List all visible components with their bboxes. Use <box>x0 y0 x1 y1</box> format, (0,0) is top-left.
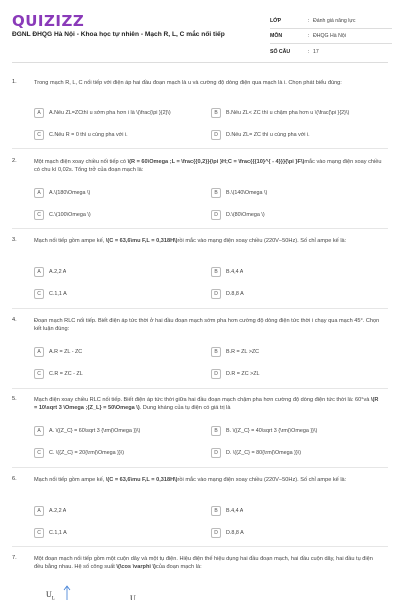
option-a[interactable] <box>34 504 204 518</box>
option-a[interactable] <box>34 265 204 279</box>
question-number: 5. <box>12 396 17 402</box>
option-letter: C <box>34 528 44 538</box>
question-text: Mạch điện xoay chiều RLC nối tiếp. Biết điện áp tức thời giữa hai đầu đoạn mạch chậm pha hơn cường độ dòng điện tức thời là: 60°và \(R = 10\sqrt 3 \Omega ;{Z_L} = 50\Omega \). Dung kháng của tụ điện có giá trị là <box>34 397 379 412</box>
question-text: Trong mạch R, L, C nối tiếp với điện áp hai đầu đoạn mạch là u và cường độ dòng điện qua mạch là i. Chọn phát biểu đúng: <box>34 80 342 86</box>
option-letter: B <box>211 347 221 357</box>
option-text: C. \({Z_C} = 20{\rm{\Omega }}\) <box>49 450 125 456</box>
option-text: C.1,1 A <box>49 291 67 297</box>
question-text: Một mạch điện xoay chiều nối tiếp có \(R = 60\Omega ;L = \frac{{0,2}}{\pi }H;C = \frac{{{10}^{ - 4}}}{\pi }F\)mắc vào mạng điện xoay chiều có chu kì 0,02s. Tổng trở của đoạn mạch là: <box>34 159 382 174</box>
option-text: A.R = ZL - ZC <box>49 349 83 355</box>
question-number: 7. <box>12 555 17 561</box>
option-d[interactable] <box>211 208 381 222</box>
question-divider <box>12 228 388 229</box>
option-letter: B <box>211 426 221 436</box>
option-letter: C <box>34 130 44 140</box>
option-text: A.\(180\Omega \) <box>49 190 91 196</box>
option-letter: A <box>34 506 44 516</box>
option-text: D. \({Z_C} = 80{\rm{\Omega }}\) <box>226 450 302 456</box>
option-b[interactable] <box>211 106 381 120</box>
meta-row-subject: MÔN : ĐHQG Hà Nội <box>270 29 392 44</box>
option-a[interactable] <box>34 186 204 200</box>
option-letter: A <box>34 188 44 198</box>
option-b[interactable] <box>211 186 381 200</box>
question-divider <box>12 388 388 389</box>
option-letter: B <box>211 188 221 198</box>
quizizz-logo: QUIZIZZ <box>12 12 85 30</box>
vector-label-ul: $U_L$ <box>46 590 55 600</box>
option-c[interactable] <box>34 446 204 460</box>
option-text: D.\(80\Omega \) <box>226 212 265 218</box>
question-number: 2. <box>12 158 17 164</box>
meta-value: 17 <box>313 48 319 55</box>
question-divider <box>12 308 388 309</box>
option-text: B.\(140\Omega \) <box>226 190 268 196</box>
meta-row-class: LỚP : Đánh giá năng lực <box>270 14 392 29</box>
option-text: B.Nếu ZL< ZC thì u chậm pha hơn u \(\frac{\pi }{2}\) <box>226 110 350 116</box>
option-a[interactable] <box>34 106 204 120</box>
option-text: C.1,1 A <box>49 530 67 536</box>
option-text: B.R = ZL >ZC <box>226 349 260 355</box>
arrow-up-icon <box>62 584 72 600</box>
question-text: Một đoạn mạch nối tiếp gồm một cuộn dây và một tụ điện. Hiệu điện thế hiệu dụng hai đầu đoạn mạch, hai đầu cuộn dây, hai đầu tụ điện đều bằng nhau. Hệ số công suất \(\cos \varphi \)của đoạn mạch là: <box>34 556 373 571</box>
option-d[interactable] <box>211 526 381 540</box>
option-text: B. \({Z_C} = 40\sqrt 3 {\rm{\Omega }}\) <box>226 428 318 434</box>
option-text: D.8,8 A <box>226 291 244 297</box>
worksheet-title: ĐGNL ĐHQG Hà Nội - Khoa học tự nhiên - Mạch R, L, C mắc nối tiếp <box>12 31 225 38</box>
option-letter: C <box>34 448 44 458</box>
option-letter: B <box>211 108 221 118</box>
option-d[interactable] <box>211 287 381 301</box>
vector-label-u: U <box>130 594 136 600</box>
question-text: Mạch nối tiếp gồm ampe kế, \(C = 63,6\mu F,L = 0,318H\)rồi mắc vào mạng điện xoay chiều (220V−50Hz). Số chỉ ampe kế là: <box>34 477 347 483</box>
option-b[interactable] <box>211 424 381 438</box>
option-d[interactable] <box>211 367 381 381</box>
question-text: Đoạn mạch RLC nối tiếp. Biết điện áp tức thời ở hai đầu đoạn mạch sớm pha hơn cường độ dòng điện tức thời i chạy qua mạch 45°. Chọn kết luận đúng: <box>34 318 380 333</box>
option-c[interactable] <box>34 287 204 301</box>
option-letter: A <box>34 426 44 436</box>
vector-diagram <box>46 584 146 600</box>
question-number: 4. <box>12 317 17 323</box>
option-letter: A <box>34 267 44 277</box>
meta-label: LỚP <box>270 18 282 24</box>
worksheet-meta <box>270 14 392 59</box>
option-letter: D <box>211 130 221 140</box>
option-d[interactable] <box>211 446 381 460</box>
option-text: B.4,4 A <box>226 508 244 514</box>
option-text: A.2,2 A <box>49 269 67 275</box>
question-number: 6. <box>12 476 17 482</box>
option-b[interactable] <box>211 504 381 518</box>
option-text: D.8,8 A <box>226 530 244 536</box>
option-letter: C <box>34 210 44 220</box>
option-letter: D <box>211 369 221 379</box>
option-c[interactable] <box>34 367 204 381</box>
option-letter: C <box>34 289 44 299</box>
question-divider <box>12 467 388 468</box>
option-letter: B <box>211 506 221 516</box>
question-divider <box>12 546 388 547</box>
meta-row-count: SỐ CÂU : 17 <box>270 48 319 55</box>
option-letter: D <box>211 528 221 538</box>
option-text: C.R = ZC - ZL <box>49 371 83 377</box>
option-text: C.Nếu R = 0 thì u cùng pha với i. <box>49 132 128 138</box>
option-letter: D <box>211 448 221 458</box>
question-text: Mạch nối tiếp gồm ampe kế, \(C = 63,6\mu F,L = 0,318H\)rồi mắc vào mạng điện xoay chiều (220V−50Hz). Số chỉ ampe kế là: <box>34 238 347 244</box>
option-text: D.R = ZC >ZL <box>226 371 260 377</box>
meta-value: ĐHQG Hà Nội <box>313 33 346 39</box>
meta-value: Đánh giá năng lực <box>313 18 356 24</box>
question-number: 3. <box>12 237 17 243</box>
option-d[interactable] <box>211 128 381 142</box>
option-text: A.2,2 A <box>49 508 67 514</box>
meta-label: MÔN <box>270 33 283 39</box>
header-divider <box>12 62 388 63</box>
question-number: 1. <box>12 79 17 85</box>
option-c[interactable] <box>34 128 204 142</box>
option-a[interactable] <box>34 345 204 359</box>
question-divider <box>12 148 388 149</box>
option-letter: A <box>34 108 44 118</box>
option-text: B.4,4 A <box>226 269 244 275</box>
option-b[interactable] <box>211 345 381 359</box>
option-b[interactable] <box>211 265 381 279</box>
option-c[interactable] <box>34 208 204 222</box>
option-text: A. \({Z_C} = 60\sqrt 3 {\rm{\Omega }}\) <box>49 428 141 434</box>
option-a[interactable] <box>34 424 204 438</box>
worksheet-header <box>0 0 400 64</box>
option-letter: C <box>34 369 44 379</box>
option-letter: D <box>211 289 221 299</box>
option-text: D.Nếu ZL= ZC thì u cùng pha với i. <box>226 132 310 138</box>
option-letter: D <box>211 210 221 220</box>
option-letter: B <box>211 267 221 277</box>
option-letter: A <box>34 347 44 357</box>
option-text: A.Nếu ZL=ZCthì u sớm pha hơn i là \(\frac{\pi }{2}\) <box>49 110 171 116</box>
option-c[interactable] <box>34 526 204 540</box>
option-text: C.\(100\Omega \) <box>49 212 91 218</box>
meta-label: SỐ CÂU <box>270 48 291 55</box>
